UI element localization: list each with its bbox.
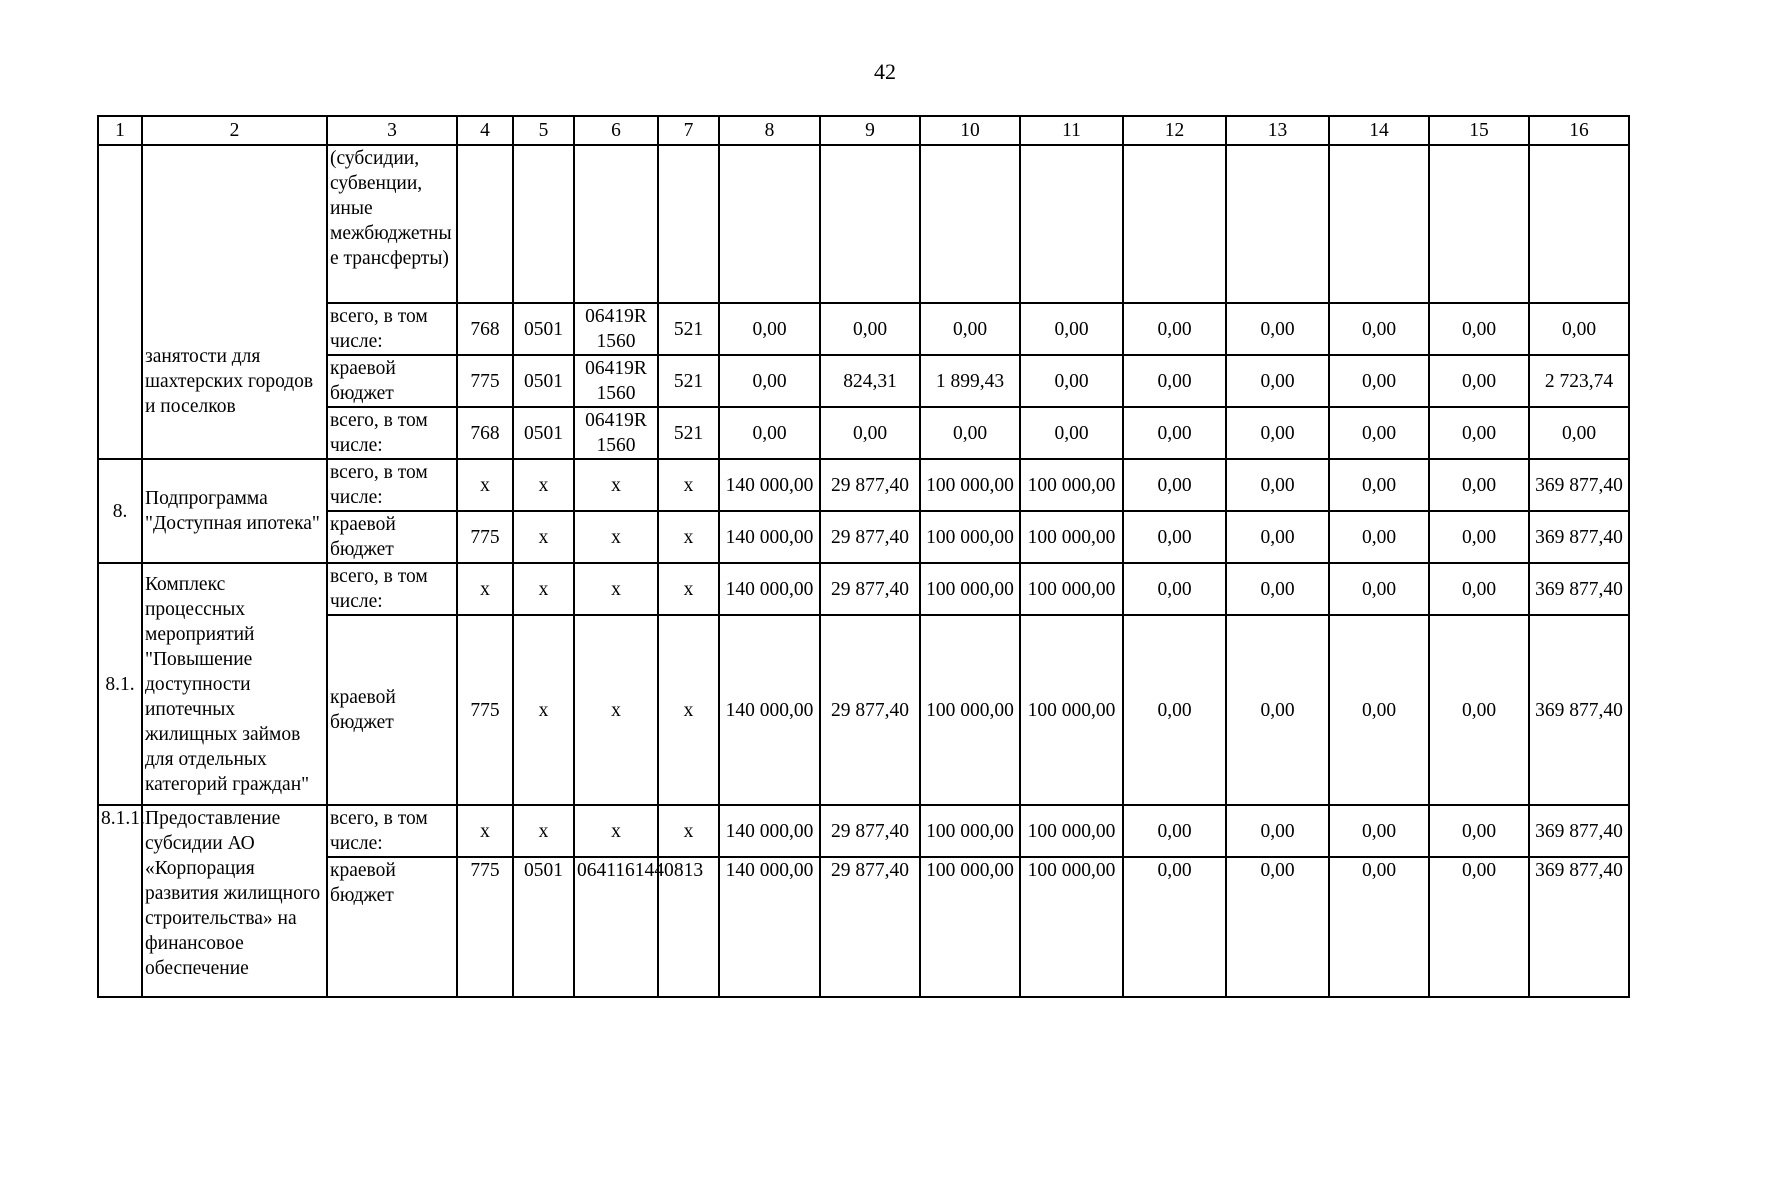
- amount-cell: 100 000,00: [1020, 459, 1123, 511]
- section-code-cell: x: [513, 805, 574, 857]
- table-cell: [457, 145, 513, 303]
- amount-cell: 0,00: [1123, 563, 1226, 615]
- section-code-cell: x: [513, 563, 574, 615]
- table-row: [98, 459, 1629, 511]
- header-cell: 13: [1226, 116, 1329, 145]
- amount-cell: 100 000,00: [920, 511, 1020, 563]
- source-cell: краевой бюджет: [327, 615, 457, 805]
- header-cell: 1: [98, 116, 142, 145]
- amount-cell: 100 000,00: [920, 459, 1020, 511]
- header-cell: 2: [142, 116, 327, 145]
- table-row: [98, 407, 1629, 459]
- amount-cell: 0,00: [1529, 407, 1629, 459]
- program-name: занятости для шахтерских городов и поселков: [145, 345, 314, 417]
- amount-cell: 0,00: [1329, 563, 1429, 615]
- table-body: [98, 116, 1629, 997]
- amount-cell: 29 877,40: [820, 459, 920, 511]
- amount-cell: 0,00: [1226, 857, 1329, 997]
- target-code-cell: x: [574, 459, 658, 511]
- amount-cell: 369 877,40: [1529, 459, 1629, 511]
- amount-cell: 0,00: [1429, 805, 1529, 857]
- table-cell: [1429, 145, 1529, 303]
- row-name-cell: Подпрограмма "Доступная ипотека": [142, 459, 327, 563]
- amount-cell: 140 000,00: [719, 511, 820, 563]
- table-cell: [1329, 145, 1429, 303]
- source-cell: краевой бюджет: [327, 355, 457, 407]
- amount-cell: 1 899,43: [920, 355, 1020, 407]
- expense-type-cell: x: [658, 615, 719, 805]
- header-cell: 7: [658, 116, 719, 145]
- row-number-cell: 8.1.1.: [98, 805, 142, 997]
- amount-cell: 0,00: [1329, 805, 1429, 857]
- header-cell: 10: [920, 116, 1020, 145]
- amount-cell: 140 000,00: [719, 857, 820, 997]
- amount-cell: 824,31: [820, 355, 920, 407]
- amount-cell: 100 000,00: [920, 805, 1020, 857]
- amount-cell: 0,00: [1429, 511, 1529, 563]
- amount-cell: 100 000,00: [920, 563, 1020, 615]
- amount-cell: 0,00: [1329, 407, 1429, 459]
- amount-cell: 29 877,40: [820, 857, 920, 997]
- amount-cell: 2 723,74: [1529, 355, 1629, 407]
- header-cell: 8: [719, 116, 820, 145]
- amount-cell: 0,00: [1123, 511, 1226, 563]
- amount-cell: 100 000,00: [1020, 563, 1123, 615]
- amount-cell: 0,00: [1123, 615, 1226, 805]
- section-code-cell: 0501: [513, 407, 574, 459]
- amount-cell: 29 877,40: [820, 805, 920, 857]
- amount-cell: 0,00: [1429, 459, 1529, 511]
- table-cell: [658, 145, 719, 303]
- amount-cell: 0,00: [1329, 459, 1429, 511]
- section-code-cell: x: [513, 615, 574, 805]
- amount-cell: 0,00: [1529, 303, 1629, 355]
- amount-cell: 0,00: [1429, 407, 1529, 459]
- amount-cell: 0,00: [1329, 511, 1429, 563]
- table-cell: [719, 145, 820, 303]
- amount-cell: 0,00: [719, 407, 820, 459]
- amount-cell: 0,00: [1429, 303, 1529, 355]
- amount-cell: 0,00: [1123, 459, 1226, 511]
- target-code-cell: x: [574, 615, 658, 805]
- table-cell: [1123, 145, 1226, 303]
- amount-cell: 140 000,00: [719, 615, 820, 805]
- table-row: [98, 511, 1629, 563]
- amount-cell: 0,00: [719, 355, 820, 407]
- amount-cell: 369 877,40: [1529, 563, 1629, 615]
- table-row: [98, 615, 1629, 805]
- amount-cell: 140 000,00: [719, 805, 820, 857]
- expense-type-cell: 521: [658, 303, 719, 355]
- amount-cell: 0,00: [1123, 303, 1226, 355]
- table-cell: [820, 145, 920, 303]
- amount-cell: 369 877,40: [1529, 857, 1629, 997]
- header-cell: 16: [1529, 116, 1629, 145]
- admin-code-cell: 775: [457, 857, 513, 997]
- amount-cell: 0,00: [1429, 563, 1529, 615]
- amount-cell: 0,00: [1123, 407, 1226, 459]
- amount-cell: 29 877,40: [820, 615, 920, 805]
- amount-cell: 100 000,00: [920, 615, 1020, 805]
- source-cell: краевой бюджет: [327, 857, 457, 997]
- amount-cell: 140 000,00: [719, 459, 820, 511]
- source-cell: краевой бюджет: [327, 511, 457, 563]
- amount-cell: 0,00: [1226, 407, 1329, 459]
- expense-type-cell: 813: [658, 857, 719, 997]
- header-cell: 14: [1329, 116, 1429, 145]
- header-cell: 15: [1429, 116, 1529, 145]
- amount-cell: 0,00: [1429, 355, 1529, 407]
- target-code-cell: x: [574, 511, 658, 563]
- admin-code-cell: 768: [457, 407, 513, 459]
- table-row: [98, 857, 1629, 997]
- header-cell: 9: [820, 116, 920, 145]
- table-row: [98, 145, 1629, 303]
- amount-cell: 0,00: [1020, 407, 1123, 459]
- table-row: [98, 563, 1629, 615]
- table-cell: [1226, 145, 1329, 303]
- amount-cell: 0,00: [1226, 459, 1329, 511]
- target-code-cell: 06419R 1560: [574, 355, 658, 407]
- amount-cell: 0,00: [820, 303, 920, 355]
- expense-type-cell: x: [658, 563, 719, 615]
- admin-code-cell: x: [457, 805, 513, 857]
- expense-type-cell: 521: [658, 407, 719, 459]
- row-name-cell: Предоставление субсидии АО «Корпорация развития жилищного строительства» на финансовое обеспечение: [142, 805, 327, 997]
- section-code-cell: 0501: [513, 355, 574, 407]
- budget-table: [97, 115, 1630, 998]
- admin-code-cell: 775: [457, 511, 513, 563]
- target-code-cell: x: [574, 805, 658, 857]
- amount-cell: 0,00: [1123, 857, 1226, 997]
- admin-code-cell: 768: [457, 303, 513, 355]
- amount-cell: 100 000,00: [1020, 511, 1123, 563]
- amount-cell: 29 877,40: [820, 511, 920, 563]
- amount-cell: 0,00: [920, 303, 1020, 355]
- expense-type-cell: x: [658, 805, 719, 857]
- header-cell: 4: [457, 116, 513, 145]
- row-number-cell: 8.1.: [98, 563, 142, 805]
- header-row: [98, 116, 1629, 145]
- table-cell: [1020, 145, 1123, 303]
- expense-type-cell: x: [658, 511, 719, 563]
- amount-cell: 0,00: [1020, 303, 1123, 355]
- page-number: 42: [874, 59, 896, 84]
- amount-cell: 100 000,00: [1020, 857, 1123, 997]
- amount-cell: 100 000,00: [1020, 615, 1123, 805]
- amount-cell: 100 000,00: [1020, 805, 1123, 857]
- section-code-cell: x: [513, 511, 574, 563]
- amount-cell: 0,00: [1429, 615, 1529, 805]
- section-code-cell: x: [513, 459, 574, 511]
- header-cell: 11: [1020, 116, 1123, 145]
- table-cell: [574, 145, 658, 303]
- amount-cell: 0,00: [1329, 303, 1429, 355]
- header-cell: 6: [574, 116, 658, 145]
- expense-type-cell: 521: [658, 355, 719, 407]
- target-code-cell: x: [574, 563, 658, 615]
- target-code-cell: 06419R 1560: [574, 303, 658, 355]
- row-name-cell: [142, 145, 327, 459]
- amount-cell: 0,00: [1020, 355, 1123, 407]
- target-code-cell: 06419R 1560: [574, 407, 658, 459]
- table-row: [98, 355, 1629, 407]
- amount-cell: 0,00: [920, 407, 1020, 459]
- admin-code-cell: x: [457, 459, 513, 511]
- amount-cell: 0,00: [1123, 805, 1226, 857]
- source-cell: всего, в том числе:: [327, 459, 457, 511]
- amount-cell: 369 877,40: [1529, 805, 1629, 857]
- header-cell: 3: [327, 116, 457, 145]
- amount-cell: 0,00: [1226, 303, 1329, 355]
- admin-code-cell: 775: [457, 615, 513, 805]
- amount-cell: 0,00: [1329, 355, 1429, 407]
- source-cell: всего, в том числе:: [327, 563, 457, 615]
- amount-cell: 0,00: [1329, 857, 1429, 997]
- amount-cell: 0,00: [1123, 355, 1226, 407]
- expense-type-cell: x: [658, 459, 719, 511]
- amount-cell: 369 877,40: [1529, 615, 1629, 805]
- amount-cell: 0,00: [1226, 805, 1329, 857]
- source-cell: всего, в том числе:: [327, 407, 457, 459]
- admin-code-cell: x: [457, 563, 513, 615]
- amount-cell: 0,00: [1429, 857, 1529, 997]
- table-cell: [1529, 145, 1629, 303]
- source-cell: всего, в том числе:: [327, 303, 457, 355]
- admin-code-cell: 775: [457, 355, 513, 407]
- table-row: [98, 303, 1629, 355]
- header-cell: 5: [513, 116, 574, 145]
- table-cell: [513, 145, 574, 303]
- section-code-cell: 0501: [513, 303, 574, 355]
- amount-cell: 0,00: [1329, 615, 1429, 805]
- amount-cell: 0,00: [1226, 563, 1329, 615]
- table-row: [98, 805, 1629, 857]
- source-cell: всего, в том числе:: [327, 805, 457, 857]
- amount-cell: 0,00: [719, 303, 820, 355]
- amount-cell: 369 877,40: [1529, 511, 1629, 563]
- amount-cell: 0,00: [1226, 511, 1329, 563]
- amount-cell: 29 877,40: [820, 563, 920, 615]
- row-number-cell: [98, 145, 142, 459]
- row-name-cell: Комплекс процессных мероприятий "Повышение доступности ипотечных жилищных займов для отдельных категорий граждан": [142, 563, 327, 805]
- amount-cell: 140 000,00: [719, 563, 820, 615]
- source-cell: (субсидии, субвенции, иные межбюджетные трансферты): [327, 145, 457, 303]
- target-code-cell: 0641161440: [574, 857, 658, 997]
- row-number-cell: 8.: [98, 459, 142, 563]
- section-code-cell: 0501: [513, 857, 574, 997]
- table-cell: [920, 145, 1020, 303]
- amount-cell: 0,00: [820, 407, 920, 459]
- header-cell: 12: [1123, 116, 1226, 145]
- amount-cell: 0,00: [1226, 615, 1329, 805]
- amount-cell: 0,00: [1226, 355, 1329, 407]
- amount-cell: 100 000,00: [920, 857, 1020, 997]
